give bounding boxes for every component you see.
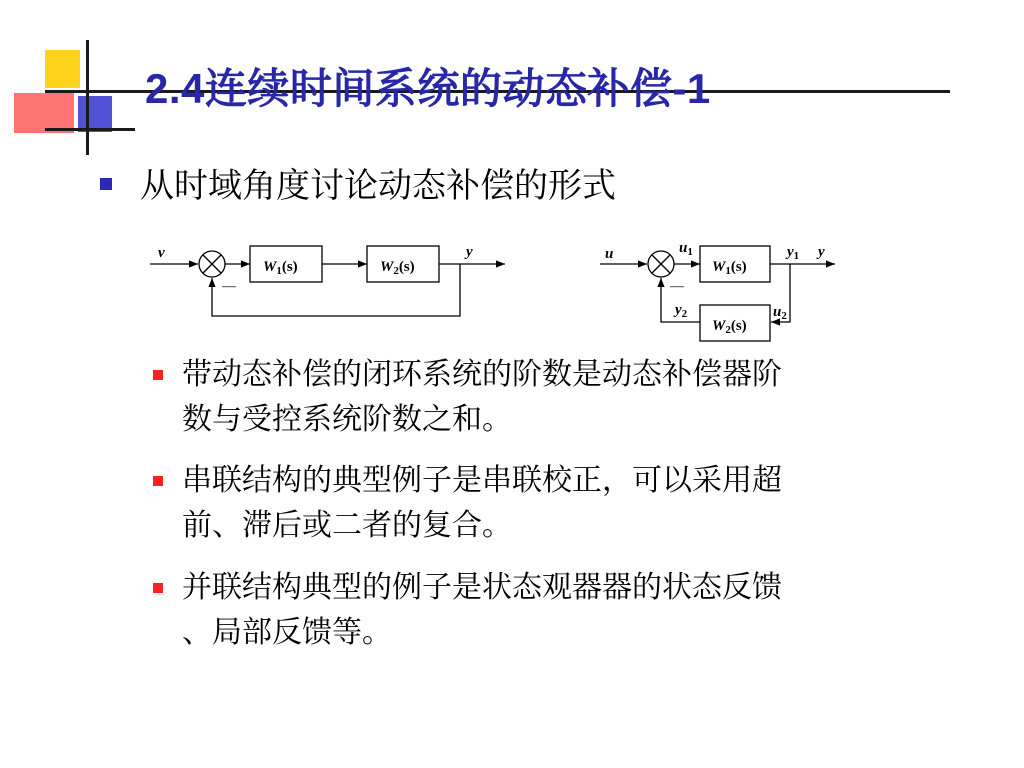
bullet-2-line-1: 串联结构的典型例子是串联校正，可以采用超 — [182, 463, 782, 498]
bullet-square-red — [153, 476, 163, 486]
series-output-label: y — [466, 244, 473, 260]
bullet-1-line-1: 带动态补偿的闭环系统的阶数是动态补偿器阶 — [182, 357, 782, 392]
bullet-text-3 — [182, 565, 982, 655]
parallel-u1-label: $u_1$ — [679, 240, 693, 258]
parallel-y1-label: $y_1$ — [787, 244, 800, 262]
bullet-square-red — [153, 583, 163, 593]
parallel-block-w2: $W_2(s)$ — [712, 318, 747, 336]
bullet-3-line-1: 并联结构典型的例子是状态观器器的状态反馈 — [182, 570, 782, 605]
bullet-3-line-2: 、局部反馈等。 — [182, 615, 392, 650]
series-block-w2: $W_2(s)$ — [380, 259, 415, 277]
parallel-input-label: u — [605, 246, 614, 262]
bullet-1-line-2: 数与受控系统阶数之和。 — [182, 402, 512, 437]
bullet-square-red — [153, 370, 163, 380]
slide-title: 2.4连续时间系统的动态补偿-1 — [145, 65, 711, 112]
parallel-block-w1: $W_1(s)$ — [712, 259, 747, 277]
series-input-label: v — [158, 245, 165, 261]
bullet-text-2 — [182, 458, 982, 548]
slide-subtitle: 从时域角度讨论动态补偿的形式 — [140, 166, 616, 206]
parallel-output-label: y — [818, 244, 825, 260]
parallel-y2-label: $y_2$ — [675, 302, 688, 320]
series-minus-sign: — — [222, 279, 236, 294]
series-diagram — [150, 246, 505, 316]
bullet-2-line-2: 前、滞后或二者的复合。 — [182, 508, 512, 543]
parallel-minus-sign: — — [670, 279, 684, 294]
parallel-u2-label: $u_2$ — [773, 304, 787, 322]
bullet-text-1 — [182, 352, 982, 442]
series-block-w1: $W_1(s)$ — [263, 259, 298, 277]
